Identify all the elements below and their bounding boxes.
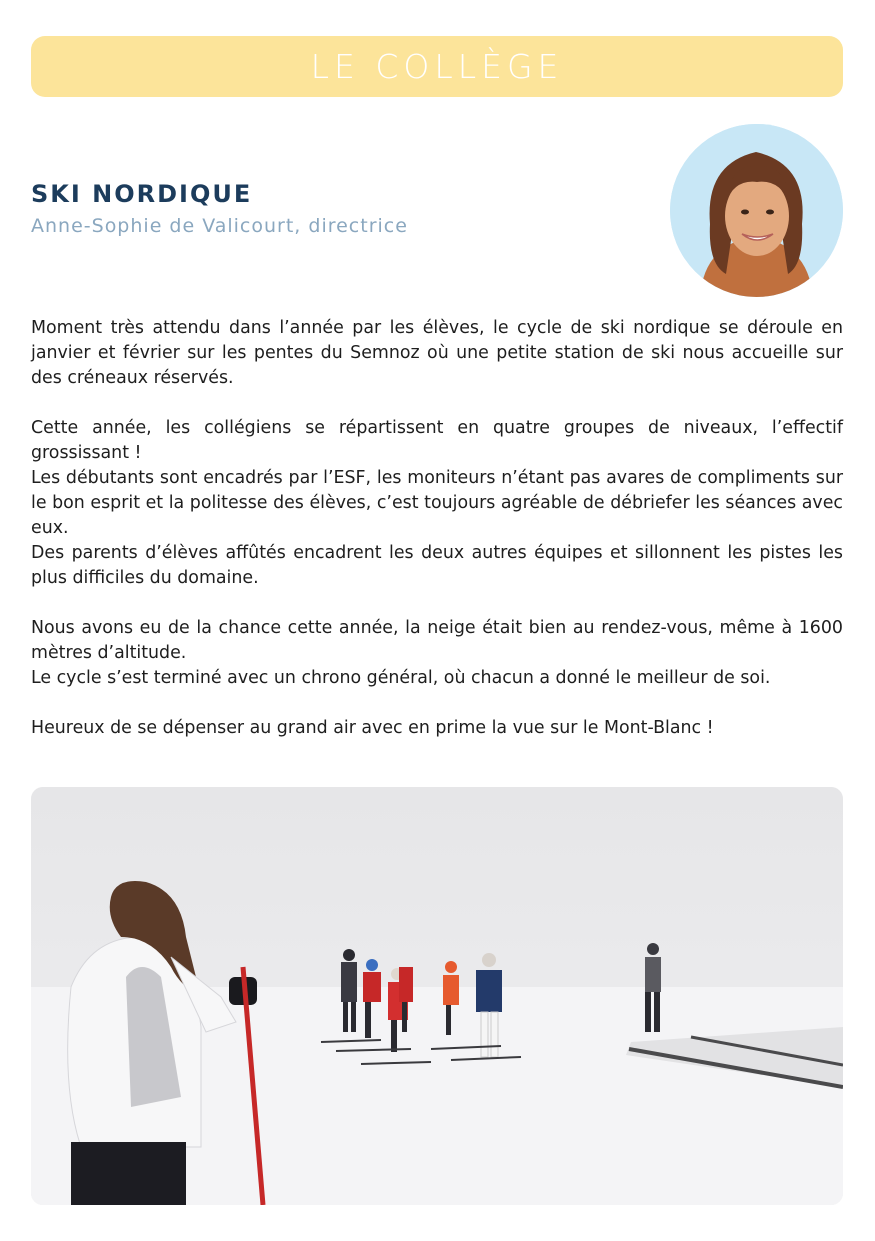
ski-photo [31, 787, 843, 1205]
ski-scene-illustration [31, 787, 843, 1205]
paragraph: Le cycle s’est terminé avec un chrono général, où chacun a donné le meilleur de soi. [31, 668, 771, 688]
paragraph: Des parents d’élèves affûtés encadrent les deux autres équipes et sillonnent les pistes les plus difficiles du domaine. [31, 543, 843, 588]
paragraph: Moment très attendu dans l’année par les élèves, le cycle de ski nordique se déroule en janvier et février sur les pentes du Semnoz où une petite station de ski nous accueille sur des créneaux réservés. [31, 318, 843, 388]
portrait-illustration [670, 124, 843, 297]
banner-title: LE COLLÈGE [310, 47, 564, 86]
paragraph: Heureux de se dépenser au grand air avec en prime la vue sur le Mont-Blanc ! [31, 718, 714, 738]
article-body [31, 316, 843, 741]
paragraph: Les débutants sont encadrés par l’ESF, les moniteurs n’étant pas avares de compliments sur le bon esprit et la politesse des élèves, c’est toujours agréable de débriefer les séances avec eux. [31, 468, 843, 538]
paragraph: Cette année, les collégiens se répartissent en quatre groupes de niveaux, l’effectif grossissant ! [31, 418, 843, 463]
header-banner [31, 36, 843, 97]
article-title: SKI NORDIQUE [31, 180, 253, 208]
article-author: Anne-Sophie de Valicourt, directrice [31, 215, 408, 237]
paragraph: Nous avons eu de la chance cette année, la neige était bien au rendez-vous, même à 1600 mètres d’altitude. [31, 618, 843, 663]
author-portrait [670, 124, 843, 297]
